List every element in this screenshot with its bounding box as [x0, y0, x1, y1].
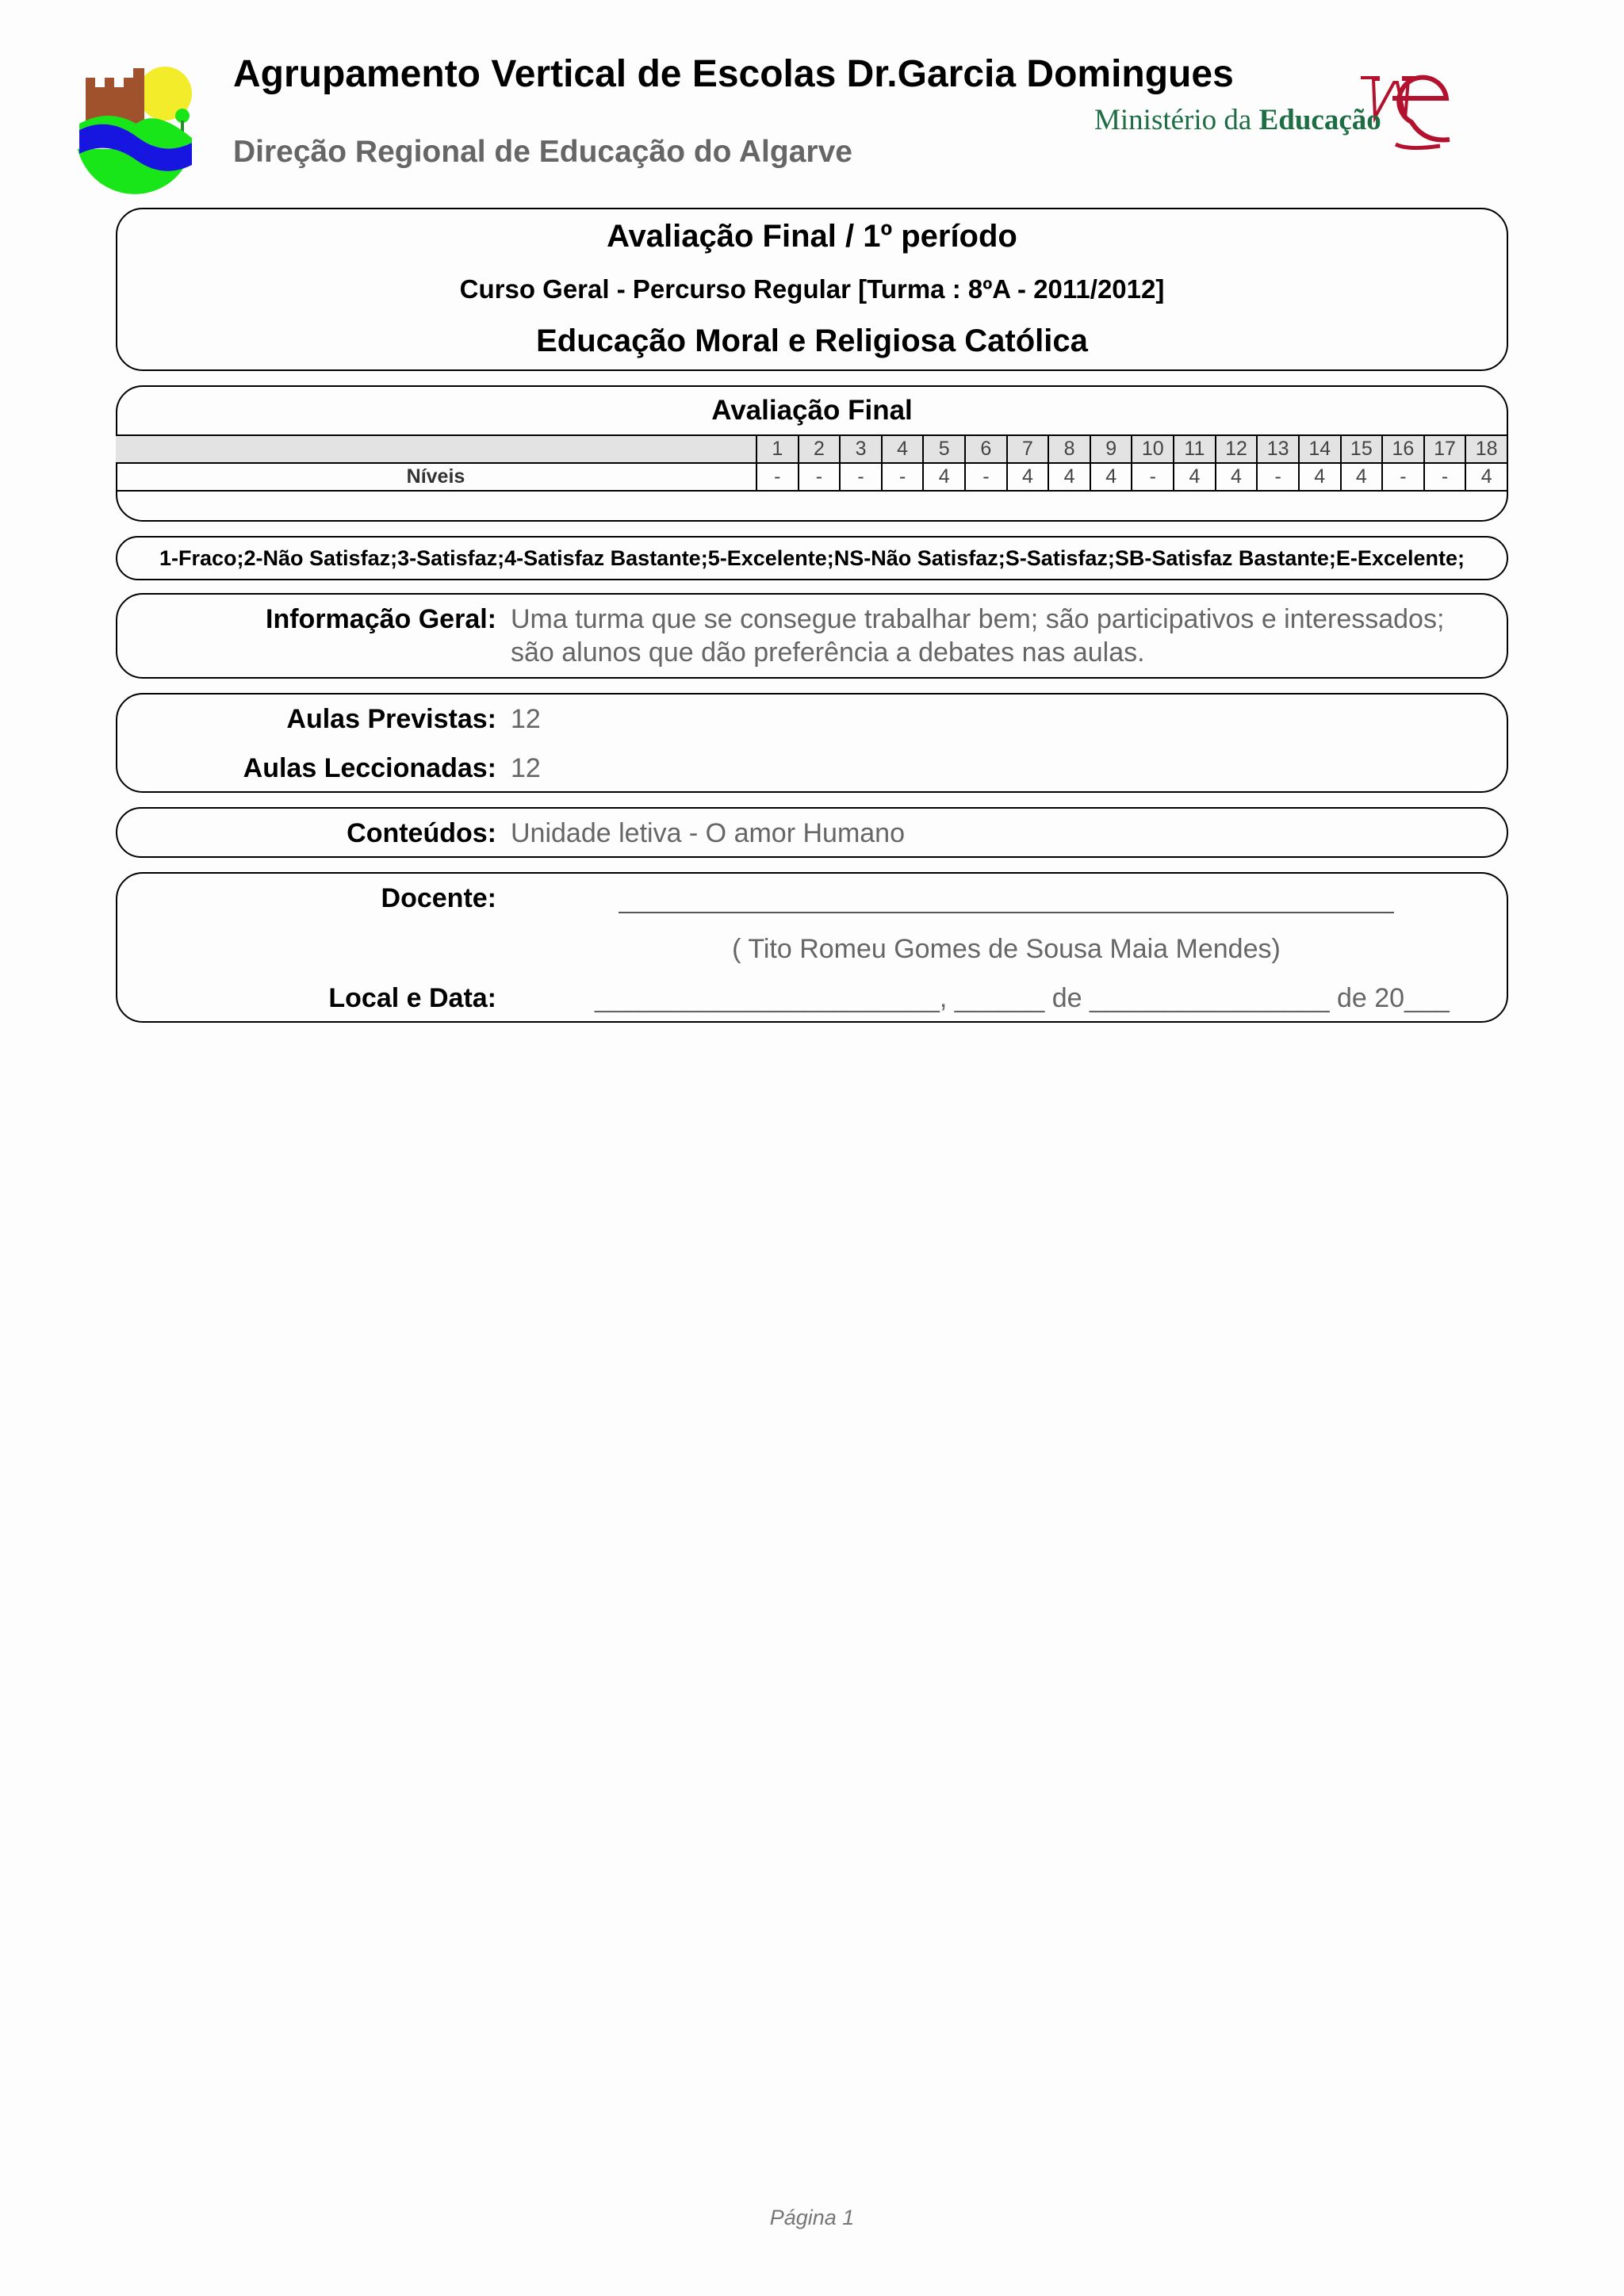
level-cell: 4 [1216, 463, 1258, 491]
place-date-label: Local e Data: [328, 983, 496, 1013]
student-number-cell: 15 [1341, 435, 1383, 463]
grading-legend: 1-Fraco;2-Não Satisfaz;3-Satisfaz;4-Satisfaz Bastante;5-Excelente;NS-Não Satisfaz;S-Satisfaz;SB-Satisfaz Bastante;E-Excelente; [116, 536, 1508, 580]
school-logo [76, 60, 197, 208]
level-cell: 4 [1341, 463, 1383, 491]
school-name: Agrupamento Vertical de Escolas Dr.Garcia Domingues [233, 53, 1234, 95]
planned-classes-label: Aulas Previstas: [286, 704, 496, 734]
level-cell: 4 [1465, 463, 1507, 491]
student-number-cell: 8 [1048, 435, 1090, 463]
student-number-cell: 16 [1382, 435, 1424, 463]
ministry-education: Educação [1258, 104, 1381, 136]
teacher-signature-line [619, 912, 1394, 913]
page-number: Página 1 [769, 2206, 855, 2229]
regional-direction: Direção Regional de Educação do Algarve [233, 135, 852, 169]
subject-name: Educação Moral e Religiosa Católica [536, 323, 1088, 358]
student-number-cell: 12 [1216, 435, 1258, 463]
student-number-cell: 3 [840, 435, 882, 463]
student-number-cell: 13 [1257, 435, 1299, 463]
student-number-cell: 11 [1174, 435, 1216, 463]
level-cell: 4 [1007, 463, 1049, 491]
level-cell: - [799, 463, 841, 491]
student-number-cell: 10 [1132, 435, 1174, 463]
ministry-prefix: Ministério da [1094, 104, 1259, 136]
contents-label: Conteúdos: [347, 818, 496, 848]
general-info-line2: são alunos que dão preferência a debates nas aulas. [511, 637, 1145, 668]
grades-title: Avaliação Final [711, 395, 913, 426]
student-number-cell: 1 [756, 435, 799, 463]
general-info-label: Informação Geral: [266, 604, 496, 634]
grades-table [116, 434, 1508, 492]
level-cell: - [1132, 463, 1174, 491]
student-number-cell: 18 [1465, 435, 1507, 463]
level-cell: - [965, 463, 1007, 491]
teacher-name: ( Tito Romeu Gomes de Sousa Maia Mendes) [732, 934, 1281, 964]
planned-classes-value: 12 [511, 704, 541, 734]
taught-classes-label: Aulas Leccionadas: [243, 753, 496, 783]
level-cell: 4 [923, 463, 965, 491]
student-number-cell: 5 [923, 435, 965, 463]
levels-row [116, 463, 1507, 491]
student-number-cell: 6 [965, 435, 1007, 463]
student-number-cell: 4 [882, 435, 924, 463]
student-number-cell: 9 [1090, 435, 1132, 463]
course-info: Curso Geral - Percurso Regular [Turma : 8ºA - 2011/2012] [459, 274, 1165, 304]
level-cell: 4 [1090, 463, 1132, 491]
place-date-blank: _______________________, ______ de ________________ de 20___ [595, 983, 1450, 1013]
student-number-cell: 2 [799, 435, 841, 463]
taught-classes-value: 12 [511, 753, 541, 783]
assessment-title: Avaliação Final / 1º período [607, 219, 1017, 254]
student-number-cell: 7 [1007, 435, 1049, 463]
student-number-row [116, 435, 1507, 463]
contents-value: Unidade letiva - O amor Humano [511, 818, 906, 848]
level-cell: - [882, 463, 924, 491]
level-cell: 4 [1048, 463, 1090, 491]
general-info-line1: Uma turma que se consegue trabalhar bem; são participativos e interessados; [511, 604, 1445, 634]
level-cell: - [756, 463, 799, 491]
header-label-cell [116, 435, 756, 463]
student-number-cell: 14 [1299, 435, 1341, 463]
teacher-label: Docente: [381, 883, 496, 913]
level-cell: - [840, 463, 882, 491]
level-cell: - [1424, 463, 1466, 491]
ministry-name [1094, 103, 1381, 137]
level-cell: 4 [1174, 463, 1216, 491]
level-cell: - [1257, 463, 1299, 491]
levels-label: Níveis [116, 463, 756, 491]
level-cell: - [1382, 463, 1424, 491]
student-number-cell: 17 [1424, 435, 1466, 463]
level-cell: 4 [1299, 463, 1341, 491]
